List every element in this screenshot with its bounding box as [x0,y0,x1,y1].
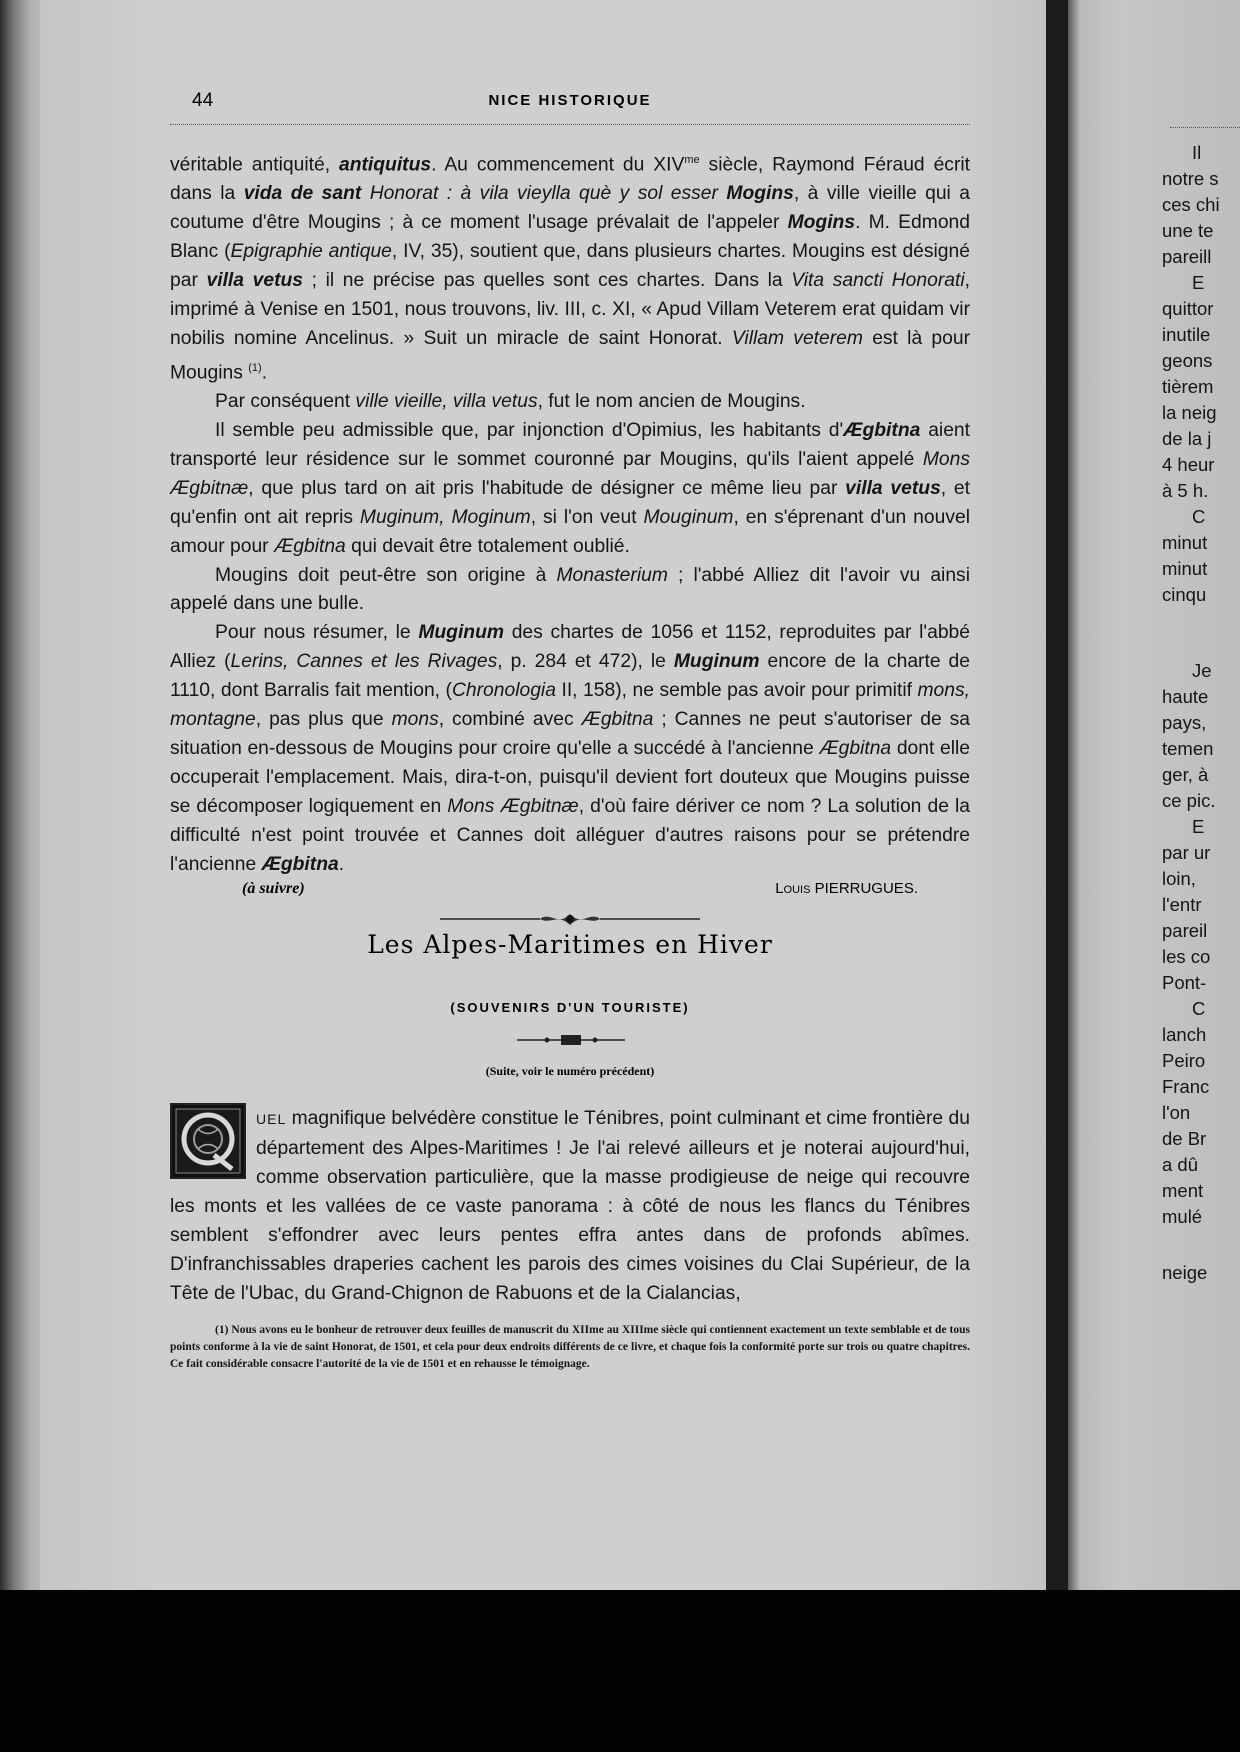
drop-cap [170,1103,246,1179]
facing-page-line: C [1192,506,1206,527]
facing-page-line: cinqu [1162,584,1207,605]
facing-header-rule [1170,127,1240,128]
running-header [170,90,970,125]
facing-page-line: minut [1162,558,1208,579]
facing-page-line: temen [1162,738,1214,759]
author-name: Louis PIERRUGUES. [775,880,918,897]
drop-cap-glyph-icon [174,1107,242,1175]
facing-page-line: pays, [1162,712,1207,733]
article-signature [170,880,970,908]
first-word-rest: UEL [256,1111,287,1127]
facing-page-line: a dû [1162,1154,1199,1175]
facing-page-line: 4 heur [1162,454,1215,475]
facing-page-line: l'on [1162,1102,1191,1123]
facing-page-fragment [1076,0,1240,1590]
facing-page-line: geons [1162,350,1213,371]
to-be-continued: (à suivre) [242,880,305,897]
facing-page-line: E [1192,272,1205,293]
article-paragraph: véritable antiquité, antiquitus. Au commencement du $XIV^{me}$ siècle, Raymond Féraud écrit dans la vida de sant Honorat : à vila vieylla què y sol esser Mogins, à ville vieille qui a coutume d'être Mougins ; à ce moment l'usage prévalait de l'appeler Mogins. M. Edmond Blanc (Epigraphie antique, IV, 35), soutient que, dans plusieurs chartes. Mougins est désigné par villa vetus ; il ne précise pas quelles sont ces chartes. Dans la Vita sancti Honorati, imprimé à Venise en 1501, nous trouvons, liv. III, c. XI, « Apud Villam Veterem erat quidam vir nobilis nomine Ancelinus. » Suit un miracle de saint Honorat. Villam veterem est là pour Mougins $^{(1)}$. [170,154,971,384]
facing-page-line: l'entr [1162,894,1202,915]
article-paragraph: Il semble peu admissible que, par injonction d'Opimius, les habitants d'Ægbitna aient transporté leur résidence sur le sommet couronné par Mougins, qu'ils l'aient appelé Mons Ægbitnæ, que plus tard on ait pris l'habitude de désigner ce même lieu par villa vetus, et qu'enfin ont ait repris Muginum, Moginum, si l'on veut Mouginum, en s'éprenant d'un nouvel amour pour Ægbitna qui devait être totalement oublié. [170,420,971,557]
facing-page-line: notre s [1162,168,1219,189]
facing-page-line: Il [1192,142,1202,163]
facing-page-line: une te [1162,220,1214,241]
scan-background [0,1590,1240,1752]
page-number: 44 [192,90,214,111]
facing-page-line: E [1192,816,1205,837]
facing-page-line: de la j [1162,428,1212,449]
facing-page-line: C [1192,998,1206,1019]
article-paragraph: Pour nous résumer, le Muginum des chartes de 1056 et 1152, reproduites par l'abbé Alliez (Lerins, Cannes et les Rivages, p. 284 et 472), le Muginum encore de la charte de 1110, dont Barralis fait mention, (Chronologia II, 158), ne semble pas avoir pour primitif mons, montagne, pas plus que mons, combiné avec Ægbitna ; Cannes ne peut s'autoriser de sa situation en-dessous de Mougins pour croire qu'elle a succédé à l'ancienne Ægbitna dont elle occuperait l'emplacement. Mais, dira-t-on, puisqu'il devient fort douteux que Mougins puisse se décomposer logiquement en Mons Ægbitnæ, d'où faire dériver ce nom ? La solution de la difficulté n'est point trouvée et Cannes doit alléguer d'autres raisons pour se prétendre l'ancienne Ægbitna. [170,622,970,875]
facing-page-line: lanch [1162,1024,1207,1045]
facing-page-line: les co [1162,946,1211,967]
new-article-body [170,1104,970,1308]
facing-page-line: ces chi [1162,194,1220,215]
facing-page-line: de Br [1162,1128,1207,1149]
facing-page-line: minut [1162,532,1208,553]
article-continuation [170,146,970,880]
facing-page-line: haute [1162,686,1209,707]
small-divider-ornament [517,1032,625,1048]
facing-page-line: pareill [1162,246,1212,267]
article-subtitle: (SOUVENIRS D'UN TOURISTE) [450,1000,690,1015]
new-article-paragraph [170,1104,970,1308]
facing-page-line: neige [1162,1262,1208,1283]
facing-page-line: à 5 h. [1162,480,1209,501]
divider-ornament [440,908,700,930]
footnote-text: (1) Nous avons eu le bonheur de retrouver deux feuilles de manuscrit du XIIme au XIIIme siècle qui contiennent exactement un texte semblable et de tous points conforme à la vie de saint Honorat, de 1501, et cela pour deux endroits différents de ce livre, et chaque fois la conformité porte sur trois ou quatre chapitres. Ce fait considérable consacre l'autorité de la vie de 1501 et en rehausse le témoignage. [170,1324,970,1370]
facing-page-line: la neig [1162,402,1217,423]
facing-page-line: ce pic. [1162,790,1216,811]
facing-page-line: Je [1192,660,1212,681]
facing-page-line: Pont- [1162,972,1207,993]
footnote [170,1322,970,1372]
facing-page-line: par ur [1162,842,1211,863]
facing-page-line: mulé [1162,1206,1203,1227]
facing-page-line: Peiro [1162,1050,1206,1071]
article-paragraph: Par conséquent ville vieille, villa vetus, fut le nom ancien de Mougins. [215,391,806,413]
continuation-note: (Suite, voir le numéro précédent) [485,1064,655,1078]
facing-page-line: ment [1162,1180,1204,1201]
facing-page-line: tièrem [1162,376,1214,397]
facing-page-line: quittor [1162,298,1214,319]
facing-page-line: inutile [1162,324,1211,345]
article-title: Les Alpes-Maritimes en Hiver [367,930,773,959]
article-paragraph: Mougins doit peut-être son origine à Monasterium ; l'abbé Alliez dit l'avoir vu ainsi appelé dans une bulle. [170,564,970,615]
facing-page-line: Franc [1162,1076,1210,1097]
paragraph-text: magnifique belvédère constitue le Ténibres, point culminant et cime frontière du département des Alpes-Maritimes ! Je l'ai relevé ailleurs et je noterai aujourd'hui, comme observation particulière, que la masse prodigieuse de neige qui recouvre les monts et les vallées de ce vaste panorama : à côté de nous les flancs du Ténibres semblent s'effondrer avec leurs pentes effra antes dans de profonds abîmes. D'infranchissables draperies cachent les parois des cimes voisines du Clai Supérieur, de la Tête de l'Ubac, du Grand-Chignon de Rabuons et de la Cialancias, [170,1108,970,1304]
facing-page-line: loin, [1162,868,1196,889]
journal-title: NICE HISTORIQUE [488,92,652,109]
facing-page-line: ger, à [1162,764,1209,785]
book-gutter [1046,0,1068,1590]
facing-page-line: pareil [1162,920,1208,941]
